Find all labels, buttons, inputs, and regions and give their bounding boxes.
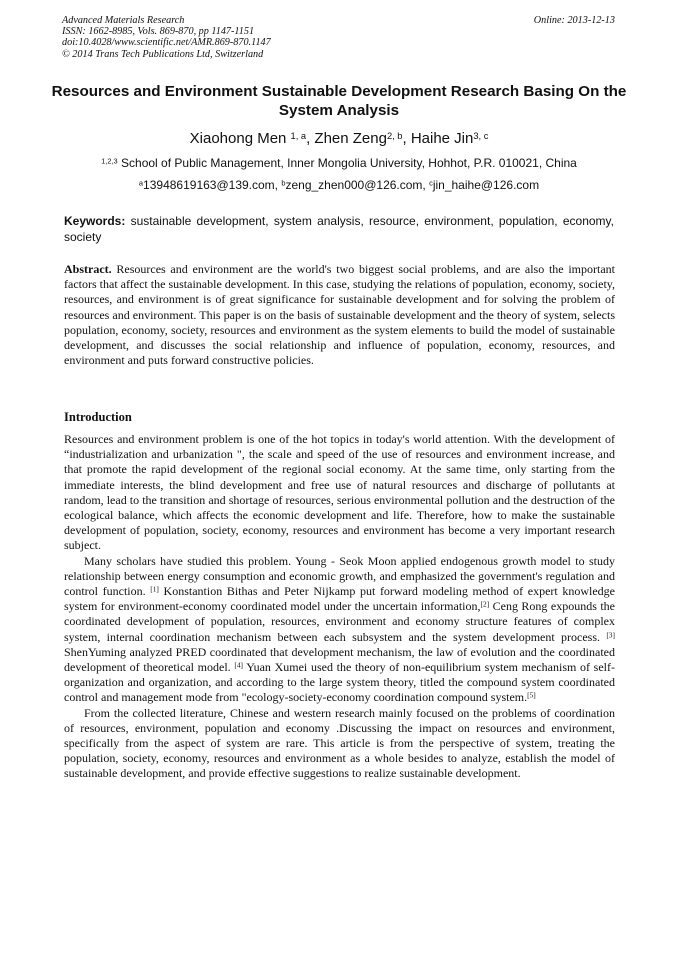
- email-mark: a: [138, 178, 144, 188]
- affil-mark: 1,2,3: [101, 156, 118, 166]
- affil-text: School of Public Management, Inner Mongolia University, Hohhot, P.R. 010021, China: [117, 156, 577, 170]
- journal-name: Advanced Materials Research: [62, 15, 185, 26]
- introduction-body: [64, 432, 615, 782]
- author-separator: ,: [306, 130, 315, 147]
- intro-text: Konstantion Bithas and Peter Nijkamp put forward modeling method of expert knowledge system for environment-economy coordinated model under the uncertain information,: [64, 584, 615, 614]
- intro-text: ShenYuming analyzed PRED coordinated that development mechanism, the law of evolution and the coordinated development of theoretical model.: [64, 644, 615, 675]
- author-name: Xiaohong Men: [189, 130, 291, 147]
- abstract: [64, 262, 615, 368]
- email-address: zeng_zhen000@126.com,: [285, 178, 430, 192]
- email-mark: b: [281, 178, 286, 188]
- author-list: [0, 130, 678, 147]
- author-affil-mark: 1, a: [290, 130, 307, 141]
- author-affil-mark: 2, b: [386, 130, 403, 141]
- intro-text: Ceng Rong expounds the coordinated development of population, resources, environment and economy structure features of complex system, internal coordination mechanism between each subsystem and the system development process.: [64, 599, 615, 644]
- citation-ref: [2]: [480, 599, 490, 609]
- online-date: Online: 2013-12-13: [533, 15, 615, 26]
- intro-paragraph: Resources and environment problem is one of the hot topics in today's world attention. With the development of “industrialization and urbanization ", the scale and speed of the use of resources and environment increase, and that promote the rapid development of the regional social economy. At the same time, only starting from the immediate interests, the blind development and free use of natural resources and discharge of pollutants at random, lead to the transition and shortage of resources, serious environmental pollution and the destruction of the ecological balance, which affects the economic development and life. Therefore, how to make the sustainable development of population, society, economy, resources and environment has become a very important research subject.: [64, 432, 615, 553]
- author-emails: [0, 178, 678, 192]
- author-name: Zhen Zeng: [314, 130, 387, 147]
- author-affil-mark: 3, c: [473, 130, 489, 141]
- citation-ref: [1]: [150, 584, 159, 594]
- keywords-label: Keywords:: [64, 214, 126, 228]
- section-heading-introduction: Introduction: [64, 410, 132, 424]
- page-header: [62, 15, 615, 60]
- author-name: Haihe Jin: [410, 130, 474, 147]
- email-mark: c: [429, 178, 433, 188]
- journal-info: [62, 15, 615, 60]
- keywords-text: sustainable development, system analysis, resource, environment, population, economy, society: [64, 214, 614, 244]
- email-address: 13948619163@139.com,: [143, 178, 282, 192]
- intro-paragraph: [64, 554, 615, 706]
- copyright-line: © 2014 Trans Tech Publications Ltd, Switzerland: [62, 48, 264, 60]
- abstract-label: Abstract.: [64, 262, 112, 276]
- citation-ref: [5]: [527, 691, 536, 701]
- issn-line: ISSN: 1662-8985, Vols. 869-870, pp 1147-1151: [62, 26, 255, 38]
- intro-text: Yuan Xumei used the theory of non-equilibrium system mechanism of self-organization and organization, and according to the large system theory, titled the compound system coordinated control and management mode from "ecology-society-economy coordination compound system.: [64, 660, 616, 705]
- intro-text: Many scholars have studied this problem. Young - Seok Moon applied endogenous growth model to study relationship between energy consumption and economic growth, and emphasized the government's regulation and control function.: [64, 553, 615, 599]
- doi-line: doi:10.4028/www.scientific.net/AMR.869-870.1147: [62, 37, 271, 49]
- affiliation: [0, 156, 678, 170]
- paper-title: Resources and Environment Sustainable Development Research Basing On the System Analysis: [51, 83, 627, 119]
- keywords: [64, 213, 614, 245]
- citation-ref: [4]: [234, 660, 244, 670]
- email-address: jin_haihe@126.com: [432, 178, 540, 192]
- citation-ref: [3]: [606, 630, 615, 640]
- abstract-text: Resources and environment are the world's two biggest social problems, and are also the important factors that affect the sustainable development. In this case, studying the relations of population, economy, society, resources, and environment is of great significance for sustainable development and for solving the problem of resources and environment. This paper is on the basis of sustainable development and the theory of system, selects population, economy, society, resources and environment as the system elements to build the model of sustainable development, and discusses the social relationship and influence of population, economy, resources, and environment and puts forward constructive policies.: [64, 262, 615, 368]
- intro-paragraph: From the collected literature, Chinese and western research mainly focused on the problems of coordination of resources, environment, population and economy .Discussing the impact on resources and environment, specifically from the aspect of system are rare. This article is from the perspective of system, treating the population, society, economy, resources and environment as a whole besides to analyze, establish the model of sustainable development, and provide effective suggestions to realize sustainable development.: [64, 705, 615, 781]
- author-separator: ,: [402, 130, 411, 147]
